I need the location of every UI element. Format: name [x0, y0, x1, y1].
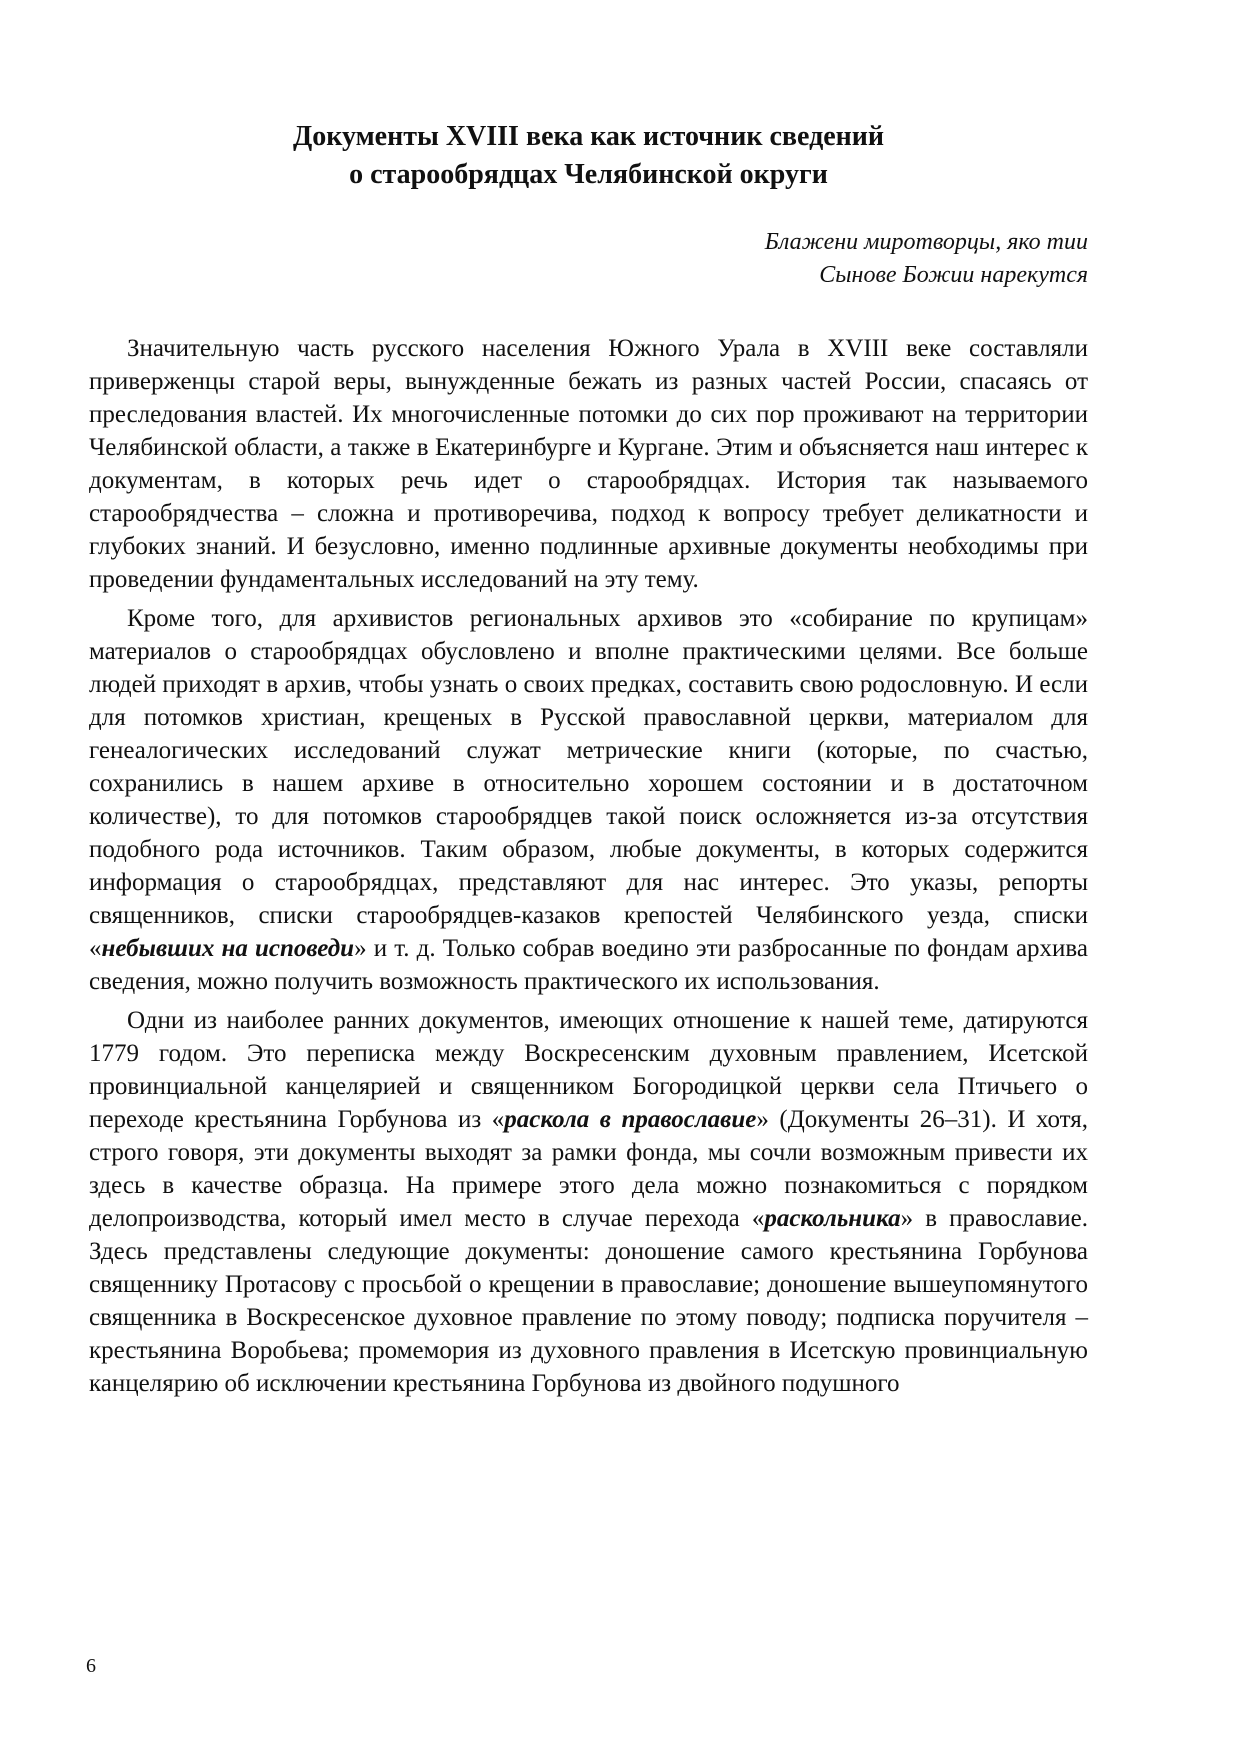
epigraph	[89, 226, 1088, 292]
paragraph-2-term: небывших на исповеди	[101, 935, 355, 962]
paragraph-3-term-2: раскольника	[764, 1205, 901, 1232]
epigraph-line-1: Блажени миротворцы, яко тии	[764, 229, 1088, 255]
article-title	[89, 118, 1088, 194]
title-line-1: Документы XVIII века как источник сведений	[292, 121, 885, 152]
paragraph-3-text-b: » (Документы 26–31). И хотя, строго говоря, эти документы выходят за рамки фонда, мы сочли возможным привести их здесь в качестве образца. На примере этого дела можно познакомиться с порядком делопроизводства, который имел место в случае перехода «	[89, 1106, 1089, 1232]
paragraph-1: Значительную часть русского населения Южного Урала в XVIII веке составляли приверженцы старой веры, вынужденные бежать из разных частей России, спасаясь от преследования властей. Их многочисленные потомки до сих пор проживают на территории Челябинской области, а также в Екатеринбурге и Кургане. Этим и объясняется наш интерес к документам, в которых речь идет о старообрядцах. История так называемого старообрядчества – сложна и противоречива, подход к вопросу требует деликатности и глубоких знаний. И безусловно, именно подлинные архивные документы необходимы при проведении фундаментальных исследований на эту тему.	[89, 335, 1088, 593]
paragraph-3-text-a: Одни из наиболее ранних документов, имеющих отношение к нашей теме, датируются 1779 годом. Это переписка между Воскресенским духовным правлением, Исетской провинциальной канцелярией и священником Богородицкой церкви села Птичьего о переходе крестьянина Горбунова из «	[89, 1007, 1088, 1133]
paragraph-2-text-a: Кроме того, для архивистов региональных архивов это «собирание по крупицам» материалов о старообрядцах обусловлено и вполне практическими целями. Все больше людей приходят в архив, чтобы узнать о своих предках, составить свою родословную. И если для потомков христиан, крещеных в Русской православной церкви, материалом для генеалогических исследований служат метрические книги (которые, по счастью, сохранились в нашем архиве в относительно хорошем состоянии и в достаточном количестве), то для потомков старообрядцев такой поиск осложняется из-за отсутствия подобного рода источников. Таким образом, любые документы, в которых содержится информация о старообрядцах, представляют для нас интерес. Это указы, репорты священников, списки старообрядцев-казаков крепостей Челябинского уезда, списки «	[89, 605, 1088, 962]
paragraph-3-text-c: » в православие. Здесь представлены следующие документы: доношение самого крестьянина Горбунова священнику Протасову с просьбой о крещении в православие; доношение вышеупомянутого священника в Воскресенское духовное правление по этому поводу; подписка поручителя – крестьянина Воробьева; промемория из духовного правления в Исетскую провинциальную канцелярию об исключении крестьянина Горбунова из двойного подушного	[89, 1205, 1089, 1397]
title-line-2: о старообрядцах Челябинской округи	[349, 159, 828, 190]
paragraph-2-text-b: » и т. д. Только собрав воедино эти разбросанные по фондам архива сведения, можно получить возможность практического их использования.	[89, 935, 1088, 995]
epigraph-line-2: Сынове Божии нарекутся	[819, 262, 1088, 288]
paragraph-3	[89, 1004, 1088, 1400]
page-number: 6	[86, 1655, 96, 1677]
document-page	[89, 118, 1088, 1406]
paragraph-3-term-1: раскола в православие	[504, 1106, 757, 1133]
paragraph-2	[89, 602, 1088, 998]
